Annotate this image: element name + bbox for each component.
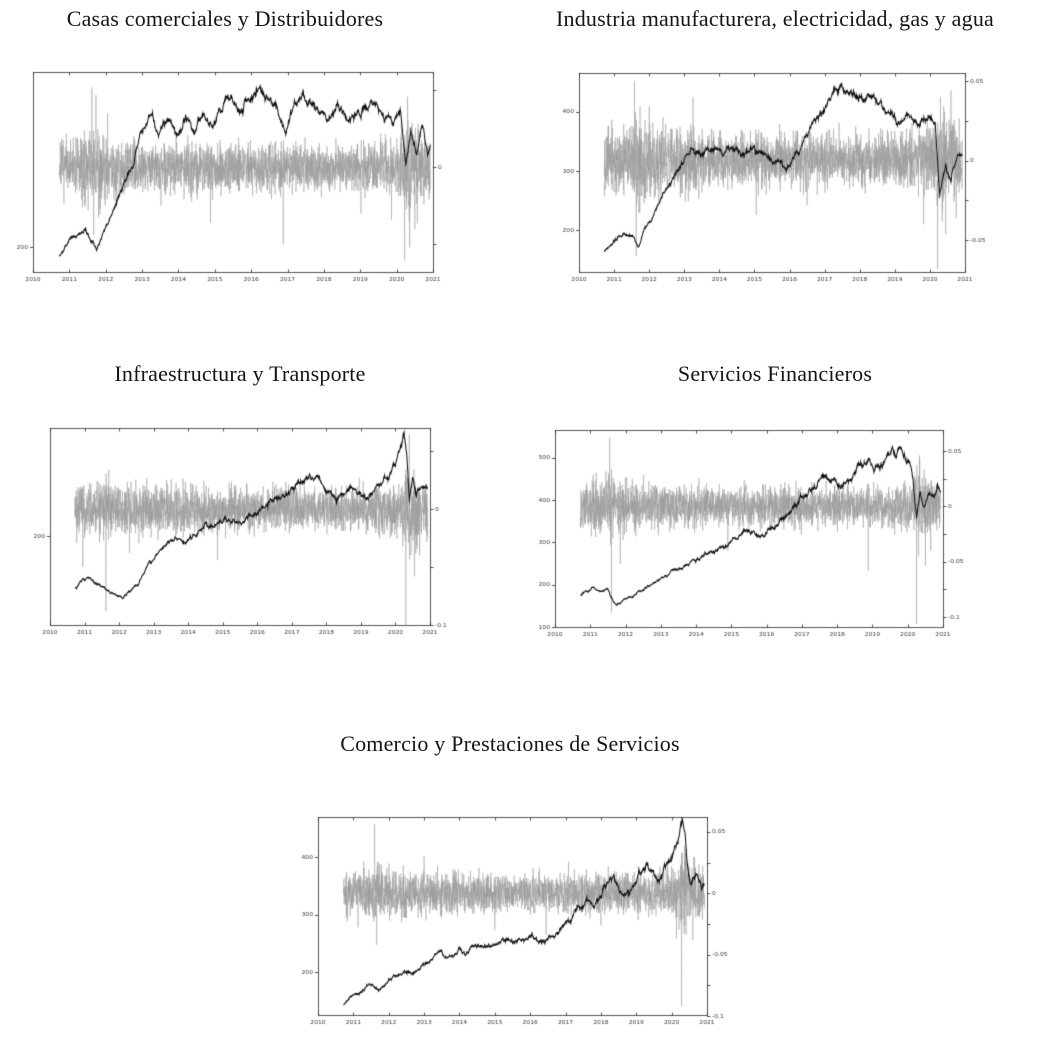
chart-panel-industria-manufacturera — [540, 0, 1043, 300]
chart-panel-casas-comerciales — [0, 0, 460, 300]
plot-canvas-infraestructura-transporte — [10, 415, 480, 650]
chart-panel-comercio-servicios — [280, 725, 740, 1044]
chart-title-casas-comerciales: Casas comerciales y Distribuidores — [66, 6, 384, 31]
chart-panel-infraestructura-transporte — [10, 355, 480, 655]
plot-canvas-comercio-servicios — [280, 805, 740, 1040]
plot-canvas-servicios-financieros — [520, 418, 1043, 653]
plot-canvas-casas-comerciales — [0, 60, 460, 295]
chart-title-industria-manufacturera: Industria manufacturera, electricidad, gas y agua — [556, 6, 994, 31]
chart-panel-servicios-financieros — [520, 355, 1043, 655]
chart-title-infraestructura-transporte: Infraestructura y Transporte — [114, 361, 366, 386]
chart-title-servicios-financieros: Servicios Financieros — [677, 361, 873, 386]
plot-canvas-industria-manufacturera — [540, 60, 1043, 295]
chart-title-comercio-servicios: Comercio y Prestaciones de Servicios — [340, 731, 680, 756]
